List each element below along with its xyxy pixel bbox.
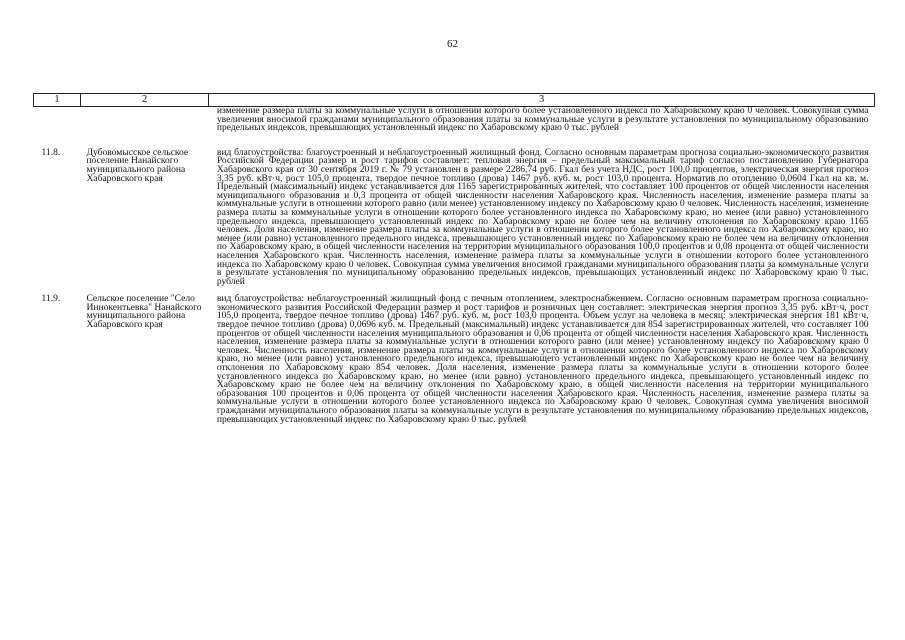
row-number	[34, 107, 81, 133]
table-row	[34, 133, 875, 287]
row-description: изменение размера платы за коммунальные услуги в отношении которого более установленного индекса по Хабаровскому краю 0 человек. Совокупная сумма увеличения вносимой гражданами муниципального образования платы за коммунальные услуги в результате установления по муниципальному образованию предельных индексов, превышающих установленный индекс по Хабаровскому краю 0 тыс. рублей	[216, 105, 869, 134]
table-row	[34, 107, 875, 133]
row-description: вид благоустройства: благоустроенный и неблагоустроенный жилищный фонд. Согласно основным параметрам прогноза социально-экономического развития Российской Федерации размер и рост тарифов составляет: тепловая энергия – предельный максимальный тариф согласно постановлению Губернатора Хабаровского края от 30 сентября 2019 г. № 79 установлен в размере 2286,74 руб. Гкал без учета НДС, рост 100,0 процентов, электрическая энергия прогноз 3,35 руб. кВт·ч, рост 105,0 процента, твердое печное топливо (дрова) 1467 руб. куб. м, рост 103,0 процента. Норматив по отоплению 0,0604 Гкал на кв. м. Предельный (максимальный) индекс устанавливается для 1165 зарегистрированных жителей, что составляет 100 процентов от общей численности населения муниципального образования и 0,3 процента от общей численности населения Хабаровского края. Численность населения, изменение размера платы за коммунальные услуги в отношении которого равно (или менее) установленному индексу по Хабаровскому краю 0 человек. Численность населения, изменение размера платы за коммунальные услуги в отношении которого более установленного индекса по Хабаровскому краю, но менее (или равно) установленного предельного индекса, превышающего установленный индекс по Хабаровскому краю не более чем на величину отклонения по Хабаровскому краю 1165 человек. Доля населения, изменение размера платы за коммунальные услуги в отношении которого более установленного индекса по Хабаровскому краю, но менее (или равно) установленного предельного индекса, превышающего установленный индекс по Хабаровскому краю не более чем на величину отклонения по Хабаровскому краю, в общей численности населения на территории муниципального образования 100,0 процентов и 0,08 процента от общей численности населения Хабаровского края. Численность населения, изменение размера платы за коммунальные услуги в отношении которого более установленного индекса по Хабаровскому краю 0 человек. Совокупная сумма увеличения вносимой гражданами муниципального образования платы за коммунальные услуги в результате установления по муниципальному образованию предельных индексов, превышающих установленный индекс по Хабаровскому краю 0 тыс. рублей	[216, 146, 869, 287]
indices-table	[33, 93, 875, 424]
row-number: 11.8.	[41, 146, 61, 158]
municipality-name: Дубовомысское сельское поселение Нанайского муниципального района Хабаровского края	[86, 146, 189, 184]
row-description: вид благоустройства: неблагоустроенный жилищный фонд с печным отоплением, электроснабжением. Согласно основным параметрам прогноза социально-экономического развития Российской Федерации размер и рост тарифов и розничных цен составляет: электрическая энергия прогноз 3,35 руб. кВт·ч, рост 105,0 процента, твердое печное топливо (дрова) 1467 руб. куб. м, рост 103,0 процента. Объем услуг на человека в месяц: электрическая энергия 181 кВт·ч, твердое печное топливо (дрова) 0,0696 куб. м. Предельный (максимальный) индекс устанавливается для 854 зарегистрированных жителей, что составляет 100 процентов от общей численности населения муниципального образования и 0,06 процента от общей численности населения Хабаровского края. Численность населения, изменение размера платы за коммунальные услуги в отношении которого равно (или менее) установленному индексу по Хабаровскому краю 0 человек. Численность населения, изменение размера платы за коммунальные услуги в отношении которого более установленного индекса по Хабаровскому краю, но менее (или равно) установленного предельного индекса, превышающего установленный индекс по Хабаровскому краю не более чем на величину отклонения по Хабаровскому краю 854 человек. Доля населения, изменение размера платы за коммунальные услуги в отношении которого более установленного индекса по Хабаровскому краю, но менее (или равно) установленного предельного индекса, превышающего установленный индекс по Хабаровскому краю не более чем на величину отклонения по Хабаровскому краю, в общей численности населения на территории муниципального образования 100 процентов и 0,06 процента от общей численности населения Хабаровского края. Численность населения, изменение размера платы за коммунальные услуги в отношении которого более установленного индекса по Хабаровскому краю 0 человек. Совокупная сумма увеличения вносимой гражданами муниципального образования платы за коммунальные услуги в результате установления по муниципальному образованию предельных индексов, превышающих установленный индекс по Хабаровскому краю 0 тыс. рублей	[216, 293, 869, 425]
header-col-2: 2	[80, 94, 208, 107]
municipality-name: Сельское поселение "Село Иннокентьевка" Нанайского муниципального района Хабаровского края	[86, 293, 202, 331]
page-number: 62	[447, 38, 458, 50]
municipality-name	[80, 107, 208, 133]
header-col-1: 1	[34, 94, 81, 107]
table-row	[34, 286, 875, 424]
row-number: 11.9.	[41, 293, 61, 305]
header-col-3: 3	[209, 94, 875, 107]
